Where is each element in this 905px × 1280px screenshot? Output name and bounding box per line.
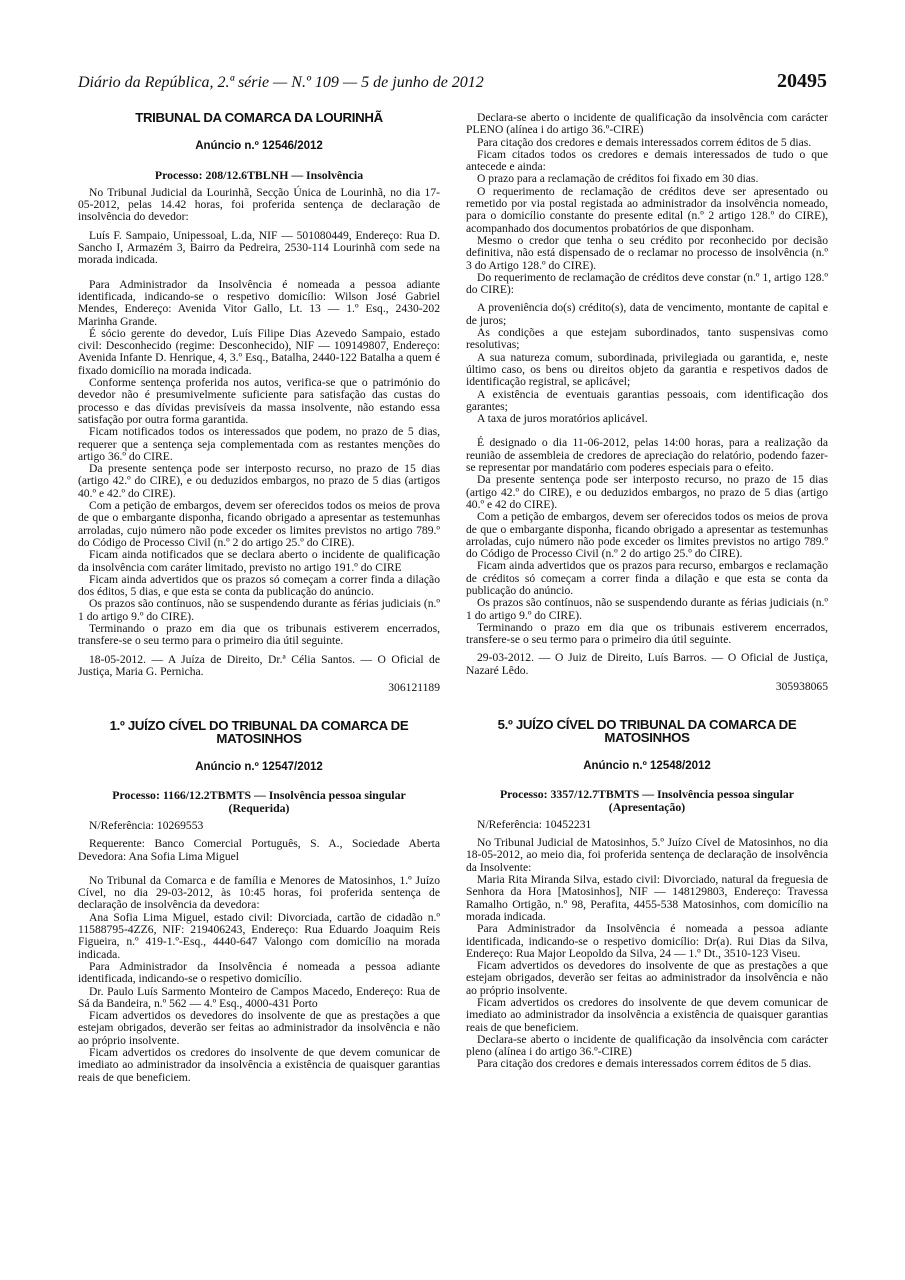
paragraph: Ficam ainda advertidos que os prazos só começam a correr finda a dilação dos éditos, 5 dias, e que esta se conta da publicação do anúncio.	[78, 572, 440, 599]
anuncio-title: Anúncio n.º 12547/2012	[195, 761, 323, 774]
paragraph: Maria Rita Miranda Silva, estado civil: Divorciado, natural da freguesia de Senhora da Hora [Matosinhos], NIF — 148129803, Endereço: Travessa Ramalho Ortigão, n.º 98, Perafita, 4455-538 Matosinhos, com domicílio na morada indicada.	[466, 873, 828, 923]
paragraph: Ficam notificados todos os interessados que podem, no prazo de 5 dias, requerer que a sentença seja complementada com as restantes menções do artigo 36.º do CIRE.	[78, 425, 440, 463]
paragraph: Da presente sentença pode ser interposto recurso, no prazo de 15 dias (artigo 42.º do CIRE), e ou deduzidos embargos, no prazo de 5 dias (artigo 40.º e 42 do CIRE).	[466, 473, 828, 511]
paragraph: Declara-se aberto o incidente de qualificação da insolvência com carácter PLENO (alínea i do artigo 36.º-CIRE)	[466, 111, 828, 137]
anuncio-title: Anúncio n.º 12546/2012	[195, 140, 323, 153]
paragraph: Terminando o prazo em dia que os tribunais estiverem encerrados, transfere-se o seu termo para o primeiro dia útil seguinte.	[78, 621, 440, 648]
paragraph: Ficam advertidos os devedores do insolvente de que as prestações a que estejam obrigados, deverão ser feitas ao administrador da insolvência e não ao próprio insolvente.	[466, 959, 828, 997]
paragraph: Ficam ainda notificados que se declara aberto o incidente de qualificação da insolvência com caráter limitado, previsto no artigo 191.º do CIRE	[78, 548, 440, 574]
court-title: 5.º JUÍZO CÍVEL DO TRIBUNAL DA COMARCA DE MATOSINHOS	[497, 717, 797, 745]
paragraph: A proveniência do(s) crédito(s), data de vencimento, montante de capital e de juros;	[466, 301, 828, 327]
paragraph: O requerimento de reclamação de créditos deve ser apresentado ou remetido por via postal registada ao administrador da insolvência nomeado, para o domicílio constante do presente edital (n.º 2 artigo 128.º do CIRE), acompanhado dos documentos probatórios de que disponham.	[466, 184, 828, 235]
paragraph: Conforme sentença proferida nos autos, verifica-se que o património do devedor não é presumivelmente suficiente para satisfação das custas do processo e das dívidas previsíveis da massa insolvente, não estando essa satisfação por outra forma garantida.	[78, 376, 440, 426]
paragraph: Ficam ainda advertidos que os prazos para recurso, embargos e reclamação de créditos só começam a correr finda a dilação e que esta se conta da publicação do anúncio.	[466, 559, 828, 597]
paragraph: Com a petição de embargos, devem ser oferecidos todos os meios de prova de que o embargante disponha, ficando obrigado a apresentar as testemunhas arroladas, cujo número não pode exceder os limites previstos no artigo 789.º do Código de Processo Civil (n.º 2 do artigo 25.º do CIRE).	[466, 510, 828, 561]
paragraph: Terminando o prazo em dia que os tribunais estiverem encerrados, transfere-se o seu termo para o primeiro dia útil seguinte.	[466, 620, 828, 647]
left-column	[78, 112, 440, 1084]
paragraph: Para citação dos credores e demais interessados correm éditos de 5 dias.	[477, 1057, 812, 1071]
processo-title: Processo: 3357/12.7TBMTS — Insolvência pessoa singular (Apresentação)	[499, 787, 795, 814]
referencia: N/Referência: 10452231	[477, 817, 592, 831]
reference-number: 305938065	[775, 680, 828, 694]
signature: 18-05-2012. — A Juíza de Direito, Dr.ª Célia Santos. — O Oficial de Justiça, Maria G. Pernicha.	[78, 652, 440, 678]
paragraph: As condições a que estejam subordinados, tanto suspensivas como resolutivas;	[466, 326, 828, 352]
processo-title: Processo: 1166/12.2TBMTS — Insolvência pessoa singular (Requerida)	[112, 788, 406, 815]
court-title: TRIBUNAL DA COMARCA DA LOURINHÃ	[135, 110, 383, 125]
paragraph: Luís F. Sampaio, Unipessoal, L.da, NIF — 501080449, Endereço: Rua D. Sancho I, Armazém 3, Bairro da Pedreira, 2530-114 Lourinhã com sede na morada indicada.	[78, 228, 440, 267]
paragraph: Ficam advertidos os devedores do insolvente de que as prestações a que estejam obrigados, deverão ser feitas ao administrador da insolvência e não ao próprio insolvente.	[78, 1009, 440, 1047]
right-column	[466, 112, 828, 1071]
paragraph: Com a petição de embargos, devem ser oferecidos todos os meios de prova de que o embargante disponha, ficando obrigado a apresentar as testemunhas arroladas, cujo número não pode exceder os limites previstos no artigo 789.º do Código de Processo Civil (n.º 2 do artigo 25.º do CIRE).	[78, 499, 440, 549]
paragraph: No Tribunal Judicial da Lourinhã, Secção Única de Lourinhã, no dia 17-05-2012, pelas 14.42 horas, foi proferida sentença de declaração de insolvência do devedor:	[78, 185, 440, 224]
paragraph: No Tribunal Judicial de Matosinhos, 5.º Juízo Cível de Matosinhos, no dia 18-05-2012, ao meio dia, foi proferida sentença de declaração de insolvência da Insolvente:	[466, 836, 828, 874]
paragraph: Para citação dos credores e demais interessados correm éditos de 5 dias.	[477, 135, 812, 149]
court-title: 1.º JUÍZO CÍVEL DO TRIBUNAL DA COMARCA DE MATOSINHOS	[109, 718, 409, 746]
paragraph: Ficam citados todos os credores e demais interessados de tudo o que antecede e ainda:	[466, 147, 828, 174]
paragraph: Para Administrador da Insolvência é nomeada a pessoa adiante identificada, indicando-se o respetivo domicílio: Wilson José Gabriel Mendes, Endereço: Avenida Vitor Gallo, Lt. 13 — 1.º Esq., 2430-202 Marinha Grande.	[78, 277, 440, 328]
paragraph: É designado o dia 11-06-2012, pelas 14:00 horas, para a realização da reunião de assembleia de credores de apreciação do relatório, podendo fazer-se representar por mandatário com poderes especiais para o efeito.	[466, 436, 828, 475]
page-header	[78, 70, 827, 96]
paragraph: Ana Sofia Lima Miguel, estado civil: Divorciada, cartão de cidadão n.º 11588795-4ZZ6, NIF: 219406243, Endereço: Rua Eduardo Joaquim Reis Figueira, n.º 419-1.º-Esq., 4440-647 Valongo com domicílio na morada indicada.	[78, 910, 440, 961]
page-number: 20495	[777, 70, 827, 92]
paragraph: No Tribunal da Comarca e de família e Menores de Matosinhos, 1.º Juízo Cível, no dia 29-03-2012, às 10:45 horas, foi proferida sentença de declaração de insolvência da devedora:	[78, 873, 440, 912]
anuncio-title: Anúncio n.º 12548/2012	[583, 759, 711, 772]
paragraph: Dr. Paulo Luís Sarmento Monteiro de Campos Macedo, Endereço: Rua de Sá da Bandeira, n.º 562 — 4.º Esq., 4000-431 Porto	[78, 984, 440, 1010]
paragraph: Ficam advertidos os credores do insolvente de que devem comunicar de imediato ao administrador da insolvência a existência de quaisquer garantias reais de que beneficiem.	[466, 996, 828, 1034]
paragraph: Do requerimento de reclamação de créditos deve constar (n.º 1, artigo 128.º do CIRE):	[466, 270, 828, 297]
paragraph: A sua natureza comum, subordinada, privilegiada ou garantida, e, neste último caso, os bens ou direitos objeto da garantia e respetivos dados de identificação registral, se aplicável;	[466, 350, 828, 389]
paragraph: Da presente sentença pode ser interposto recurso, no prazo de 15 dias (artigo 42.º do CIRE), e ou deduzidos embargos, no prazo de 5 dias (artigos 40.º e 42.º do CIRE).	[78, 462, 440, 500]
paragraph: Mesmo o credor que tenha o seu crédito por reconhecido por decisão definitiva, não está dispensado de o reclamar no processo de insolvência (n.º 3 do Artigo 128.º do CIRE).	[466, 233, 828, 272]
notice-matosinhos-1	[78, 720, 440, 1083]
signature: 29-03-2012. — O Juiz de Direito, Luís Barros. — O Oficial de Justiça, Nazaré Lêdo.	[466, 651, 828, 677]
notice-lourinha	[78, 112, 440, 694]
reference-number: 306121189	[388, 681, 440, 695]
paragraph: Ficam advertidos os credores do insolvente de que devem comunicar de imediato ao administrador da insolvência a existência de quaisquer garantias reais de que beneficiem.	[78, 1046, 440, 1084]
paragraph: A existência de eventuais garantias pessoais, com identificação dos garantes;	[466, 387, 828, 413]
notice-matosinhos-5	[466, 719, 828, 1070]
paragraph: O prazo para a reclamação de créditos foi fixado em 30 dias.	[477, 172, 759, 186]
paragraph: Para Administrador da Insolvência é nomeada a pessoa adiante identificada, indicando-se o respetivo domicílio: Dr(a). Rui Dias da Silva, Endereço: Rua Major Leopoldo da Silva, 24 — 1.º Dt., 3510-123 Viseu.	[466, 922, 828, 960]
paragraph: Declara-se aberto o incidente de qualificação da insolvência com carácter pleno (alínea i do artigo 36.º-CIRE)	[466, 1032, 828, 1059]
processo-title: Processo: 208/12.6TBLNH — Insolvência	[154, 167, 364, 182]
paragraph: Os prazos são contínuos, não se suspendendo durante as férias judiciais (n.º 1 do artigo 9.º do CIRE).	[466, 596, 828, 622]
journal-title: Diário da República, 2.ª série — N.º 109 — 5 de junho de 2012	[78, 74, 484, 91]
notice-matosinhos-1-continued	[466, 112, 828, 693]
parties: Requerente: Banco Comercial Português, S. A., Sociedade Aberta Devedora: Ana Sofia Lima Miguel	[78, 837, 440, 863]
paragraph: É sócio gerente do devedor, Luís Filipe Dias Azevedo Sampaio, estado civil: Desconhecido (regime: Desconhecido), NIF — 109149807, Endereço: Avenida Infante D. Henrique, 4, 3.º Esq., Batalha, 2440-122 Batalha a quem é fixado domicílio na morada indicada.	[78, 326, 440, 377]
paragraph: Para Administrador da Insolvência é nomeada a pessoa adiante identificada, indicando-se o respetivo domicílio.	[78, 959, 440, 986]
paragraph: Os prazos são contínuos, não se suspendendo durante as férias judiciais (n.º 1 do artigo 9.º do CIRE).	[78, 597, 440, 623]
paragraph: A taxa de juros moratórios aplicável.	[477, 412, 648, 426]
referencia: N/Referência: 10269553	[89, 818, 204, 832]
